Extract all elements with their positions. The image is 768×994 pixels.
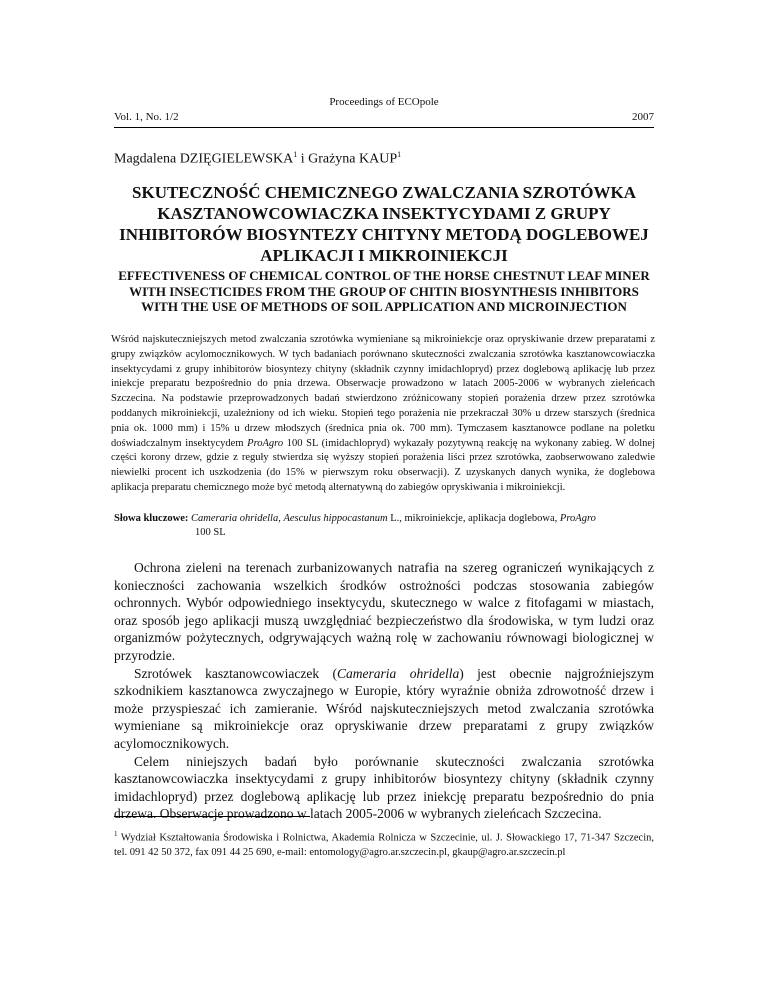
paragraph-2-text-a: Szrotówek kasztanowcowiaczek (	[134, 665, 338, 681]
title-english: EFFECTIVENESS OF CHEMICAL CONTROL OF THE HORSE CHESTNUT LEAF MINER WITH INSECTICIDES FROM THE GROUP OF CHITIN BIOSYNTHESIS INHIBITORS WITH THE USE OF METHODS OF SOIL APPLICATION AND MICROINJECTION	[118, 268, 650, 314]
paragraph-1: Ochrona zieleni na terenach zurbanizowanych natrafia na szereg ograniczeń wynikających z konieczności zachowania wszelkich środków ostrożności podczas stosowania zabiegów ochronnych. Wybór odpowiedniego insektycydu, skutecznego w walce z fitofagami w miastach, oraz sposób jego aplikacji muszą uwzględniać bezpieczeństwo dla środowiska, w tym ludzi oraz organizmów pożytecznych, odgrywających ważną rolę w zachowaniu równowagi biologicznej w przyrodzie.	[114, 560, 654, 663]
paragraph-3: Celem niniejszych badań było porównanie skuteczności zwalczania szrotówka kasztanowcowiaczka insektycydami z grupy inhibitorów biosyntezy chityny (składnik czynny imidachlopryd) przez doglebową aplikację lub przez iniekcję preparatu bezpośrednio do pnia drzewa. Obserwacje prowadzono w latach 2005-2006 w wybranych zieleńcach Szczecina.	[114, 753, 654, 822]
title-polish: SKUTECZNOŚĆ CHEMICZNEGO ZWALCZANIA SZROTÓWKA KASZTANOWCOWIACZKA INSEKTYCYDAMI Z GRUPY INHIBITORÓW BIOSYNTEZY CHITYNY METODĄ DOGLEBOWEJ APLIKACJI I MIKROINIEKCJI	[119, 183, 649, 265]
volume-label: Vol. 1, No. 1/2	[114, 111, 179, 123]
keywords-label: Słowa kluczowe:	[114, 513, 189, 524]
footnote-rule	[114, 816, 310, 817]
year-label: 2007	[632, 111, 654, 123]
abstract	[111, 333, 655, 496]
abstract-text-1: Wśród najskuteczniejszych metod zwalczania szrotówka wymieniane są mikroiniekcje oraz opryskiwanie drzew preparatami z grupy związków acylomocznikowych. W tych badaniach porównano skuteczności zwalczania szrotówka kasztanowcowiaczka insektycydami z grupy inhibitorów biosyntezy chityny (składnik czynny imidachlopryd) przez doglebową aplikację lub przez iniekcje preparatu bezpośrednio do pnia drzewa. Obserwacje prowadzono w latach 2005-2006 w wybranych zieleńcach Szczecina. Na podstawie przeprowadzonych badań stwierdzono zróżnicowany stopień porażenia drzew przez szrotówka poddanych mikroiniekcji, uzależniony od ich wieku. Stopień tego porażenia nie przekraczał 30% u drzew starszych (średnica pnia ok. 1000 mm) i 15% u drzew młodszych (średnica pnia ok. 700 mm). Tymczasem kasztanowce podlane na poletku doświadczalnym insektycydem	[111, 334, 655, 449]
author-2: i Grażyna KAUP	[297, 151, 398, 167]
abstract-text-2: 100 SL (imidachlopryd) wykazały pozytywną reakcję na wykonany zabieg. W dolnej części korony drzew, gdzie z reguły stwierdza się wyższy stopień porażenia liści przez szrotówka, zaobserwowano zaledwie niewielki procent ich uszkodzenia (do 15% w pierwszym roku obserwacji). Z uzyskanych danych wynika, że doglebowa aplikacja preparatu chemicznego może być metodą alternatywną do zabiegów opryskiwania i mikroiniekcji.	[111, 437, 655, 493]
authors-line	[114, 150, 401, 168]
paragraph-2	[114, 665, 654, 753]
keyword-2: Aesculus hippocastanum	[283, 513, 388, 524]
footnote	[114, 827, 654, 861]
abstract-product-name: ProAgro	[247, 437, 284, 449]
species-name: Cameraria ohridella	[337, 665, 460, 681]
author-1: Magdalena DZIĘGIELEWSKA	[114, 151, 294, 167]
header-rule	[114, 127, 654, 128]
author-1-affiliation: 1	[293, 150, 298, 159]
keyword-1: Cameraria ohridella	[191, 513, 279, 524]
keywords	[114, 512, 654, 540]
keyword-4: ProAgro	[559, 513, 596, 524]
footnote-text: Wydział Kształtowania Środowiska i Rolnictwa, Akademia Rolnicza w Szczecinie, ul. J. Słowackiego 17, 71-347 Szczecin, tel. 091 42 50 372, fax 091 44 25 690, e-mail: entomology@agro.ar.szczecin.pl, gkaup@agro.ar.szczecin.pl	[114, 832, 654, 858]
keyword-separator: ,	[278, 513, 284, 524]
author-2-affiliation: 1	[397, 150, 402, 159]
proceedings-header: Proceedings of ECOpole	[329, 96, 439, 108]
body-text	[114, 559, 654, 823]
keywords-continuation: 100 SL	[195, 527, 226, 538]
footnote-marker: 1	[114, 830, 118, 838]
paragraph-2-text-b: ) jest obecnie najgroźniejszym szkodnikiem kasztanowca zwyczajnego w Europie, który wyraźnie obniża zdrowotność drzew i może przyspieszać ich zamieranie. Wśród najskuteczniejszych metod zwalczania szrotówka wymieniane są mikroiniekcje oraz opryskiwanie drzew preparatami z grupy związków acylomocznikowych.	[114, 665, 654, 751]
keyword-3: L., mikroiniekcje, aplikacja doglebowa,	[387, 513, 560, 524]
